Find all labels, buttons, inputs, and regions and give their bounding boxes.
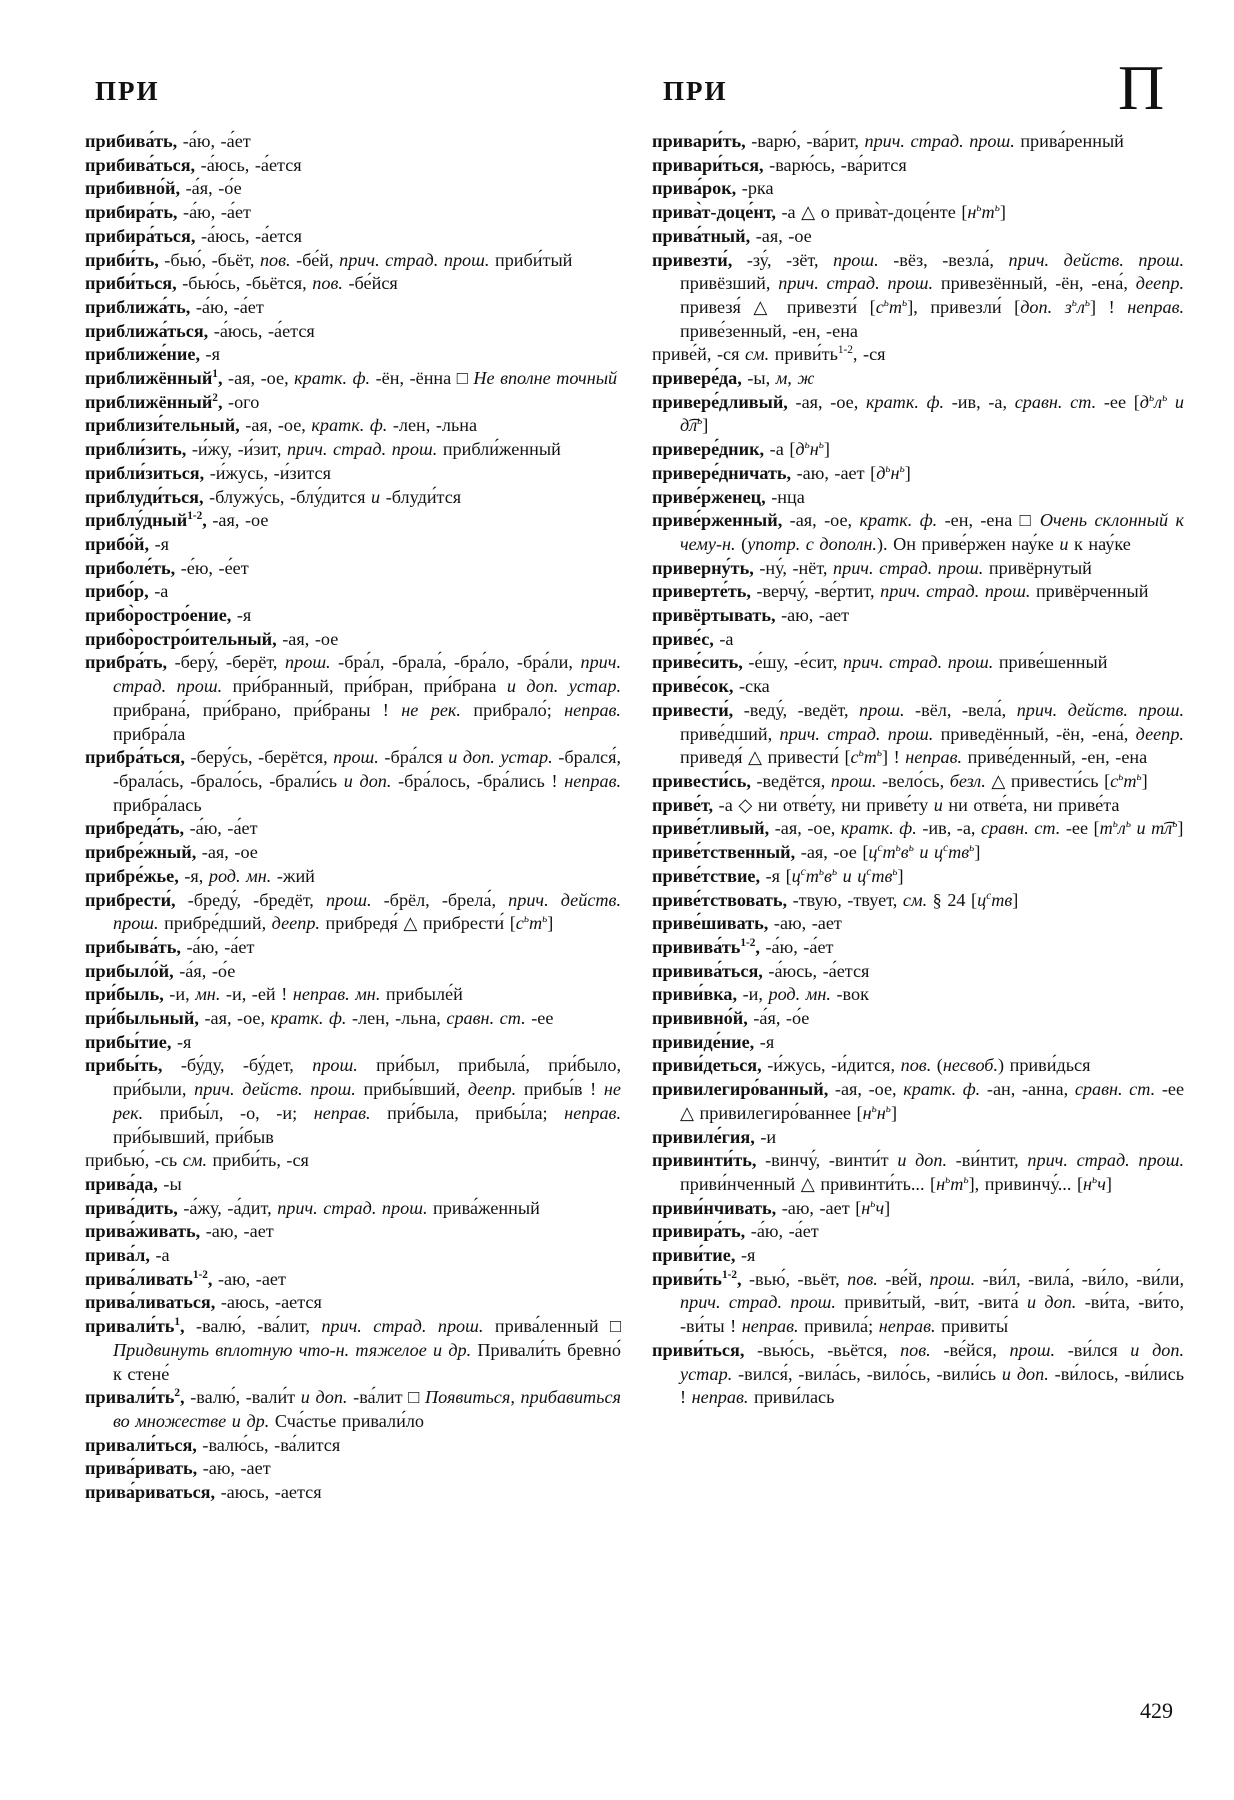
- dictionary-entry: прибью́, -сь см. приби́ть, -ся: [85, 1150, 309, 1171]
- dictionary-entry: прибира́ть, -а́ю, -а́ет: [85, 202, 251, 223]
- dictionary-entry: приблизи́тельный, -ая, -ое, кратк. ф. -лен, -льна: [85, 415, 478, 436]
- dictionary-entry: $привали́ть^2$, -валю́, -вали́т и доп. -ва́лит □ Появиться, прибавиться во множестве и др. Сча́стье привали́ло: [85, 1387, 621, 1431]
- dictionary-entry: приви́деться, -и́жусь, -и́дится, пов. (несвоб.) приви́дься: [652, 1055, 1091, 1076]
- dictionary-entry: $приви́ть^{1-2}$, -вью́, -вьёт, пов. -ве́й, прош. -ви́л, -вила́, -ви́ло, -ви́ли, прич. страд. прош. приви́тый, -ви́т, -вита́ и доп. -ви́та, -ви́то, -ви́ты ! неправ. привила́; неправ. привиты́: [652, 1268, 1184, 1337]
- dictionary-entry: привари́ться, -варю́сь, -ва́рится: [652, 154, 907, 175]
- dictionary-entry: прива́ливать$^{1-2}$, -аю, -ает: [85, 1268, 286, 1289]
- left-column: [85, 130, 621, 1505]
- dictionary-entry: привести́, -веду́, -ведёт, прош. -вёл, -вела́, прич. действ. прош. приве́дший, прич. страд. прош. приведённый, -ён, -ена́, деепр. приведя́ △ привести́ $[с^ьт^ь]$ ! неправ. приве́денный, -ен, -ена: [652, 699, 1184, 768]
- dictionary-entry: прибы́тие, -я: [85, 1031, 192, 1052]
- dictionary-entry: приблу́дный$^{1-2}$, -ая, -ое: [85, 510, 269, 531]
- dictionary-entry: приве́рженный, -ая, -ое, кратк. ф. -ен, -ена □ Очень склонный к чему-н. (употр. с дополн.). Он приве́ржен нау́ке и к нау́ке: [652, 510, 1184, 554]
- dictionary-entry: приви́ться, -вью́сь, -вьётся, пов. -ве́йся, прош. -ви́лся и доп. устар. -вился́, -вила́сь, -вило́сь, -вили́сь и доп. -ви́лось, -ви́лись ! неправ. приви́лась: [652, 1339, 1185, 1408]
- dictionary-entry: прива́тный, -ая, -ое: [652, 225, 812, 246]
- dictionary-entry: прива́дить, -а́жу, -а́дит, прич. страд. прош. прива́женный: [85, 1197, 540, 1218]
- dictionary-entry: приве́т, -а ◇ ни отве́ту, ни приве́ту и ни отве́та, ни приве́та: [652, 794, 1120, 815]
- dictionary-entry: прибо́й, -я: [85, 533, 170, 554]
- dictionary-entry: привезти́, -зу́, -зёт, прош. -вёз, -везла́, прич. действ. прош. привёзший, прич. страд. прош. привезённый, -ён, -ена́, деепр. привезя́ △ привезти́ $[с^ьт^ь]$, привезли́ [доп. $з^ьл^ь$] ! неправ. приве́зенный, -ен, -ена: [652, 249, 1185, 341]
- dictionary-entry: привинти́ть, -винчу́, -винти́т и доп. -ви́нтит, прич. страд. прош. приви́нченный △ привинти́ть... $[н^ьт^ь]$, привинчу́... $[н^ьч]$: [652, 1150, 1184, 1194]
- dictionary-entry: приви́нчивать, -аю, -ает $[н^ьч]$: [652, 1197, 891, 1218]
- dictionary-entry: приве́сок, -ска: [652, 676, 770, 697]
- dictionary-entry: прибре́жье, -я, род. мн. -жий: [85, 865, 315, 886]
- dictionary-entry: прибо́р, -а: [85, 581, 169, 602]
- dictionary-entry: приве́тствовать, -твую, -твует, см. § 24 $[ц^ств]$: [652, 889, 1019, 910]
- dictionary-entry: прибли́зиться, -и́жусь, -и́зится: [85, 462, 331, 483]
- dictionary-entry: прива́ривать, -аю, -ает: [85, 1458, 271, 1479]
- dictionary-entry: приви́вка, -и, род. мн. -вок: [652, 984, 869, 1005]
- dictionary-entry: прибыло́й, -а́я, -о́е: [85, 960, 236, 981]
- dictionary-entry: прива́живать, -аю, -ает: [85, 1221, 274, 1242]
- dictionary-entry: приве́шивать, -аю, -ает: [652, 913, 842, 934]
- dictionary-entry: приближе́ние, -я: [85, 344, 220, 365]
- running-head-right: ПРИ: [663, 76, 728, 106]
- dictionary-entry: прибо̀ростро́ительный, -ая, -ое: [85, 628, 339, 649]
- running-head-left: ПРИ: [95, 76, 160, 106]
- dictionary-entry: прива́риваться, -аюсь, -ается: [85, 1482, 322, 1503]
- dictionary-entry: при́быль, -и, мн. -и, -ей ! неправ. мн. прибыле́й: [85, 984, 463, 1005]
- dictionary-entry: прибо̀ростро́ение, -я: [85, 605, 252, 626]
- dictionary-entry: прива̀т-доце́нт, -а △ о прива̀т-доце́нте $[н^ьт^ь]$: [652, 202, 1006, 223]
- dictionary-entry: приближённый$^1$, -ая, -ое, кратк. ф. -ён, -ённа □ Не вполне точный: [85, 367, 618, 389]
- dictionary-entry: прибре́жный, -ая, -ое: [85, 842, 258, 863]
- dictionary-entry: привилегиро́ванный, -ая, -ое, кратк. ф. -ан, -анна, сравн. ст. -ее △ привилегиро́ваннее $[н^ьн^ь]$: [652, 1079, 1185, 1123]
- dictionary-entry: прива́л, -а: [85, 1245, 170, 1266]
- dictionary-entry: приверну́ть, -ну́, -нёт, прич. страд. прош. привёрнутый: [652, 557, 1092, 578]
- dictionary-entry: приве́тливый, -ая, -ое, кратк. ф. -ив, -а, сравн. ст. -ее [$т^ьл^ь$ и $т͡л^ь$]: [652, 818, 1184, 839]
- dictionary-entry: привари́ть, -варю́, -ва́рит, прич. страд. прош. прива́ренный: [652, 131, 1124, 151]
- dictionary-entry: прива́рок, -рка: [652, 178, 774, 199]
- dictionary-entry: приближа́ть, -а́ю, -а́ет: [85, 296, 264, 317]
- dictionary-entry: привере́да, -ы, м, ж: [652, 368, 815, 389]
- dictionary-entry: привёртывать, -аю, -ает: [652, 605, 850, 626]
- dictionary-entry: прибра́ться, -беру́сь, -берётся, прош. -бра́лся и доп. устар. -брался́, -брала́сь, -брало́сь, -брали́сь и доп. -бра́лось, -бра́лись ! неправ. прибра́лась: [85, 747, 622, 815]
- dictionary-entry: приболе́ть, -е́ю, -е́ет: [85, 557, 249, 578]
- dictionary-entry: приверте́ть, -верчу́, -ве́ртит, прич. страд. прош. привёрченный: [652, 581, 1149, 602]
- dictionary-entry: привере́дник, -а $[д^ьн^ь]$: [652, 439, 830, 460]
- dictionary-entry: привали́ться, -валю́сь, -ва́лится: [85, 1434, 341, 1455]
- dictionary-entry: привиде́ние, -я: [652, 1031, 775, 1052]
- dictionary-entry: прибли́зить, -и́жу, -и́зит, прич. страд. прош. прибли́женный: [85, 439, 561, 460]
- dictionary-entry: привиле́гия, -и: [652, 1126, 777, 1147]
- dictionary-entry: приближённый$^2$, -ого: [85, 391, 260, 412]
- dictionary-entry: приве́рженец, -нца: [652, 486, 805, 507]
- dictionary-entry: приве́с, -а: [652, 628, 734, 649]
- dictionary-entry: приве́тственный, -ая, -ое [$ц^ст^ьв^ь$ и $ц^ств^ь$]: [652, 842, 981, 863]
- dictionary-entry: приве́сить, -е́шу, -е́сит, прич. страд. прош. приве́шенный: [652, 652, 1108, 673]
- dictionary-entry: прибива́ть, -а́ю, -а́ет: [85, 131, 251, 151]
- dictionary-entry: привива́ться, -а́юсь, -а́ется: [652, 960, 870, 981]
- dictionary-entry: приби́ть, -бью́, -бьёт, пов. -бе́й, прич. страд. прош. приби́тый: [85, 249, 573, 270]
- page-number: 429: [1140, 1698, 1173, 1723]
- dictionary-entry: приве́тствие, -я [$ц^ст^ьв^ь$ и $ц^ств^ь$]: [652, 865, 904, 886]
- dictionary-entry: прививно́й, -а́я, -о́е: [652, 1008, 810, 1029]
- dictionary-entry: привере́дничать, -аю, -ает $[д^ьн^ь]$: [652, 462, 911, 483]
- dictionary-entry: прибрести́, -бреду́, -бредёт, прош. -брёл, -брела́, прич. действ. прош. прибре́дший, деепр. прибредя́ △ прибрести́ $[с^ьт^ь]$: [85, 889, 621, 934]
- dictionary-entry: прива́ливаться, -аюсь, -ается: [85, 1292, 322, 1313]
- dictionary-entry: приближа́ться, -а́юсь, -а́ется: [85, 320, 315, 341]
- right-column: [652, 130, 1184, 1410]
- dictionary-entry: прибыва́ть, -а́ю, -а́ет: [85, 936, 255, 957]
- dictionary-entry: при́быльный, -ая, -ое, кратк. ф. -лен, -льна, сравн. ст. -ее: [85, 1008, 554, 1029]
- dictionary-entry: $привива́ть^{1-2}$, -а́ю, -а́ет: [652, 936, 834, 957]
- dictionary-entry: прибра́ть, -беру́, -берёт, прош. -бра́л, -брала́, -бра́ло, -бра́ли, прич. страд. прош. при́бранный, при́бран, при́брана и доп. устар. прибрана́, при́брано, при́браны ! не рек. прибрало́; неправ. прибра́ла: [85, 652, 622, 744]
- dictionary-entry: приве́й, -ся см. $приви́ть^{1-2}$, -ся: [652, 344, 886, 365]
- dictionary-entry: прива́да, -ы: [85, 1173, 182, 1194]
- dictionary-entry: прибы́ть, -бу́ду, -бу́дет, прош. при́был, прибыла́, при́было, при́были, прич. действ. прош. прибы́вший, деепр. прибы́в ! не рек. прибы́л, -о, -и; неправ. при́была, прибы́ла; неправ. при́бывший, при́быв: [85, 1055, 622, 1147]
- dictionary-entry: $привали́ть^1$, -валю́, -ва́лит, прич. страд. прош. прива́ленный □ Придвинуть вплотную что-н. тяжелое и др. Привали́ть бревно́ к стене́: [85, 1316, 621, 1384]
- dictionary-entry: привести́сь, -ведётся, прош. -вело́сь, безл. △ привести́сь $[с^ьт^ь]$: [652, 770, 1148, 791]
- dictionary-entry: прибива́ться, -а́юсь, -а́ется: [85, 154, 302, 175]
- section-letter: П: [1118, 52, 1165, 123]
- dictionary-entry: привере́дливый, -ая, -ое, кратк. ф. -ив, -а, сравн. ст. -ее [$д^ьл^ь$ и $д͡л^ь$]: [652, 391, 1185, 436]
- dictionary-entry: прибреда́ть, -а́ю, -а́ет: [85, 818, 258, 839]
- dictionary-entry: привира́ть, -а́ю, -а́ет: [652, 1221, 819, 1242]
- dictionary-entry: приви́тие, -я: [652, 1245, 756, 1266]
- dictionary-entry: прибивно́й, -а́я, -о́е: [85, 178, 242, 199]
- dictionary-entry: приби́ться, -бью́сь, -бьётся, пов. -бе́йся: [85, 273, 398, 294]
- dictionary-entry: приблуди́ться, -блужу́сь, -блу́дится и -блуди́тся: [85, 486, 462, 507]
- dictionary-entry: прибира́ться, -а́юсь, -а́ется: [85, 225, 302, 246]
